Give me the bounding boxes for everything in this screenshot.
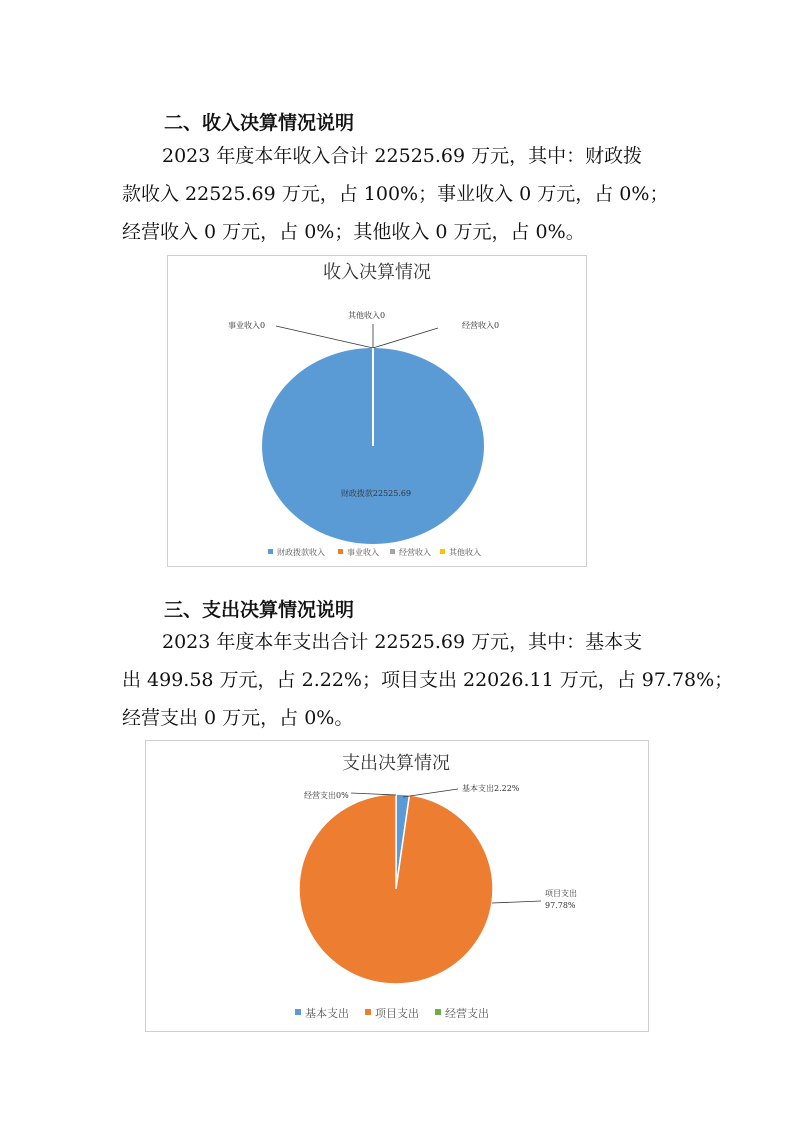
income-line-2: 款收入 22525.69 万元，占 100%；事业收入 0 万元，占 0%； — [122, 183, 669, 205]
income-paragraph — [122, 137, 677, 251]
income-data-label-caizheng: 财政拨款22525.69 — [340, 489, 412, 498]
expense-data-label-jiben: 基本支出2.22% — [462, 784, 520, 793]
income-legend — [268, 547, 481, 557]
expense-legend-label-1: 项目支出 — [375, 1007, 419, 1020]
expense-legend-swatch-2 — [435, 1009, 441, 1015]
income-legend-swatch-3 — [440, 549, 445, 554]
expense-data-label-jingying: 经营支出0% — [304, 791, 349, 800]
expense-pie — [299, 794, 493, 984]
expense-line-2: 出 499.58 万元，占 2.22%；项目支出 22026.11 万元，占 97.78%； — [122, 669, 734, 691]
income-chart-title: 收入决算情况 — [323, 262, 431, 283]
expense-legend-label-0: 基本支出 — [305, 1007, 349, 1020]
expense-paragraph — [122, 623, 734, 737]
section-heading-income: 二、收入决算情况说明 — [164, 112, 355, 134]
income-legend-label-3: 其他收入 — [449, 548, 481, 557]
income-line-3: 经营收入 0 万元，占 0%；其他收入 0 万元，占 0%。 — [122, 221, 585, 243]
expense-chart-svg — [146, 741, 648, 1031]
section-heading-expense: 三、支出决算情况说明 — [164, 599, 355, 621]
income-legend-label-0: 财政拨款收入 — [277, 548, 325, 557]
expense-legend-label-2: 经营支出 — [445, 1007, 489, 1020]
income-data-label-jingying: 经营收入0 — [462, 321, 500, 330]
expense-data-label-xiangmu-pct: 97.78% — [545, 901, 576, 910]
income-leader-line-jingying — [373, 328, 438, 348]
income-leader-line-shiye — [276, 326, 373, 348]
income-data-label-qita: 其他收入0 — [348, 311, 386, 320]
income-legend-label-1: 事业收入 — [347, 548, 379, 557]
income-line-1: 2023 年度本年收入合计 22525.69 万元，其中：财政拨 — [162, 145, 643, 167]
income-legend-swatch-2 — [390, 549, 395, 554]
expense-leader-line-xiangmu — [492, 901, 541, 903]
expense-leader-line-jiben — [403, 789, 458, 797]
income-legend-swatch-1 — [338, 549, 343, 554]
expense-legend-swatch-1 — [365, 1009, 371, 1015]
expense-chart — [145, 740, 649, 1032]
expense-slice-1 — [299, 794, 493, 984]
expense-line-1: 2023 年度本年支出合计 22525.69 万元，其中：基本支 — [162, 631, 643, 653]
income-chart — [167, 255, 587, 567]
income-data-label-shiye: 事业收入0 — [228, 321, 266, 330]
expense-line-3: 经营支出 0 万元，占 0%。 — [122, 707, 354, 729]
expense-legend-swatch-0 — [295, 1009, 301, 1015]
income-chart-svg — [168, 256, 586, 566]
expense-legend — [295, 1006, 489, 1020]
income-legend-label-2: 经营收入 — [399, 548, 431, 557]
expense-data-label-xiangmu-name: 项目支出 — [545, 889, 577, 898]
income-legend-swatch-0 — [268, 549, 273, 554]
expense-chart-title: 支出决算情况 — [342, 753, 450, 774]
